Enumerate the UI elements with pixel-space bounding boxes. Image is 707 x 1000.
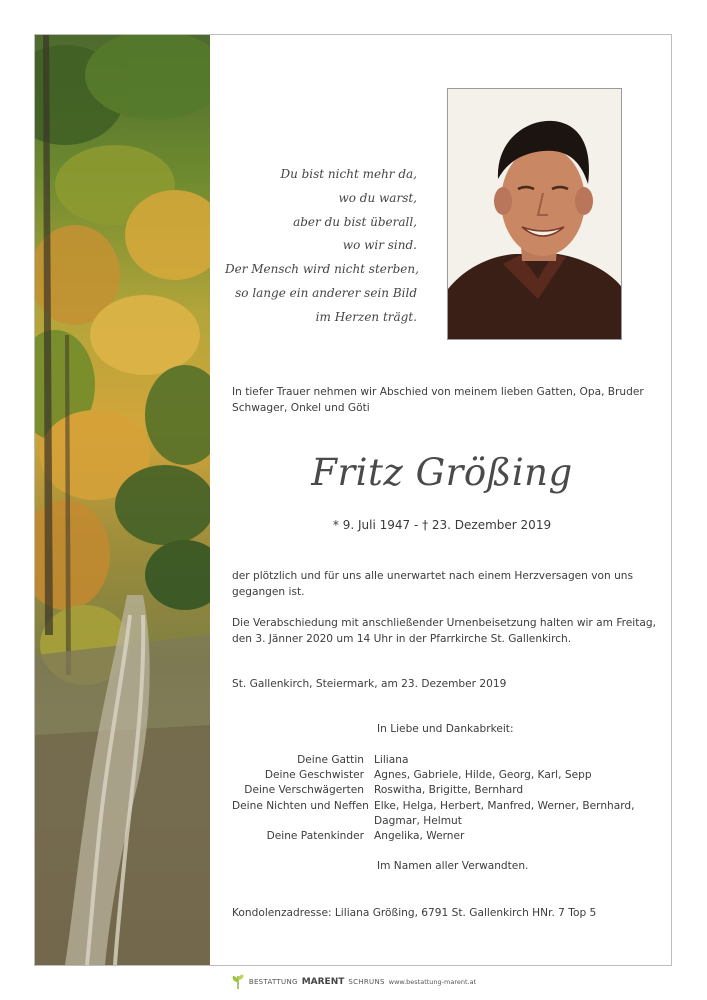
brand-schruns: SCHRUNS xyxy=(348,978,385,986)
intro-text: In tiefer Trauer nehmen wir Abschied von meinem lieben Gatten, Opa, Bruder Schwager, Onkel und Göti xyxy=(232,386,644,414)
poem-line: Der Mensch wird nicht sterben, xyxy=(225,262,419,277)
survivor-names: Elke, Helga, Herbert, Manfred, Werner, Bernhard, Dagmar, Helmut xyxy=(374,799,635,827)
poem-line: wo wir sind. xyxy=(342,238,417,253)
survivor-role: Deine Patenkinder xyxy=(266,830,364,843)
leaf-logo-icon xyxy=(231,974,245,990)
survivor-row xyxy=(232,799,672,829)
survivor-names: Roswitha, Brigitte, Bernhard xyxy=(374,784,524,797)
survivors-list xyxy=(232,753,672,844)
cause-text: der plötzlich und für uns alle unerwartet nach einem Herzversagen von uns gegangen ist. xyxy=(232,570,634,598)
survivor-row xyxy=(232,768,672,783)
survivor-row xyxy=(232,829,672,844)
farewell-text: Die Verabschiedung mit anschließender Urnenbeisetzung halten wir am Freitag, den 3. Jänner 2020 um 14 Uhr in der Pfarrkirche St. Gallenkirch. xyxy=(232,617,656,645)
life-dates: * 9. Juli 1947 - † 23. Dezember 2019 xyxy=(332,518,552,532)
condolence-address: Kondolenzadresse: Liliana Größing, 6791 St. Gallenkirch HNr. 7 Top 5 xyxy=(232,907,597,919)
poem-line: aber du bist überall, xyxy=(293,214,417,229)
survivor-names: Liliana xyxy=(374,754,409,766)
forest-path-image xyxy=(35,35,210,965)
poem-line: wo du warst, xyxy=(338,190,417,205)
deceased-name: Fritz Größing xyxy=(311,451,573,494)
survivor-names: Agnes, Gabriele, Hilde, Georg, Karl, Sepp xyxy=(374,769,592,782)
footer xyxy=(0,967,707,997)
survivor-role: Deine Geschwister xyxy=(264,769,364,782)
survivor-role: Deine Gattin xyxy=(297,754,364,766)
brand-url[interactable]: www.bestattung-marent.at xyxy=(388,978,477,986)
survivor-role: Deine Nichten und Neffen xyxy=(232,799,369,812)
survivor-row xyxy=(232,753,672,768)
survivor-role: Deine Verschwägerten xyxy=(244,784,364,797)
survivor-names: Angelika, Werner xyxy=(374,830,465,843)
portrait-photo xyxy=(447,88,622,340)
poem-line: so lange ein anderer sein Bild xyxy=(235,285,417,300)
survivor-row xyxy=(232,783,672,798)
obituary-card xyxy=(34,34,672,966)
poem-line: im Herzen trägt. xyxy=(315,309,417,324)
all-relatives-line: Im Namen aller Verwandten. xyxy=(377,860,529,872)
place-date: St. Gallenkirch, Steiermark, am 23. Dezember 2019 xyxy=(232,678,507,690)
thanks-line: In Liebe und Dankabrkeit: xyxy=(377,723,514,735)
poem-line: Du bist nicht mehr da, xyxy=(280,167,417,181)
brand-marent: MARENT xyxy=(301,977,345,987)
poem xyxy=(225,163,417,330)
brand-bestattung: BESTATTUNG xyxy=(248,978,298,986)
